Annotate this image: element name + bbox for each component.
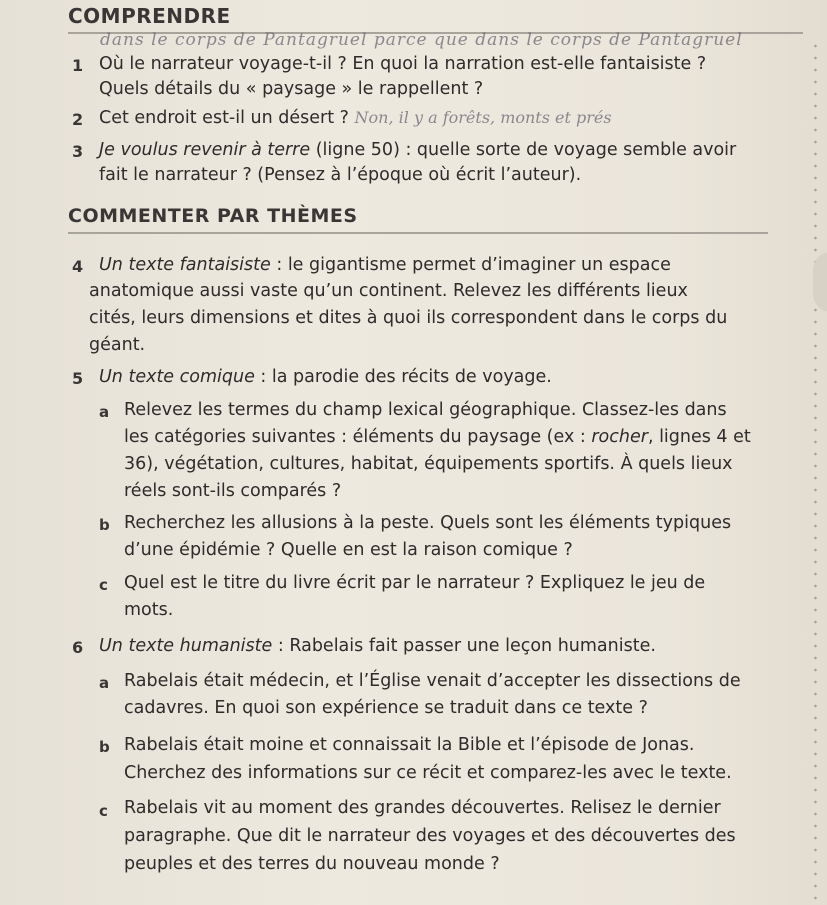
question-1-line-1: Où le narrateur voyage-t-il ? En quoi la narration est-elle fantaisiste ? [99, 54, 707, 74]
question-2-text [99, 107, 612, 129]
question-number-5: 5 [72, 369, 84, 388]
question-number-4: 4 [72, 257, 84, 276]
question-6a-letter: a [99, 674, 110, 692]
question-6c-line-3: peuples et des terres du nouveau monde ? [124, 854, 500, 874]
question-3-line-1-rest: (ligne 50) : quelle sorte de voyage semble avoir [310, 140, 737, 160]
question-5c-line-1: Quel est le titre du livre écrit par le narrateur ? Expliquez le jeu de [124, 573, 706, 593]
question-5a-line-4: réels sont-ils comparés ? [124, 481, 342, 501]
question-6-line-1-rest: : Rabelais fait passer une leçon humaniste. [272, 636, 656, 656]
question-1-line-2: Quels détails du « paysage » le rappellent ? [99, 79, 484, 99]
question-number-2: 2 [72, 110, 84, 129]
section-title-comprendre: COMPRENDRE [68, 4, 231, 28]
question-5a-line-3: 36), végétation, cultures, habitat, équipements sportifs. À quels lieux [124, 454, 733, 474]
question-6-italic: Un texte humaniste [99, 636, 273, 656]
question-4-line-1-rest: : le gigantisme permet d’imaginer un espace [270, 255, 671, 275]
question-5a-line-2-pre: les catégories suivantes : éléments du paysage (ex : [124, 427, 592, 447]
question-3-line-1 [99, 139, 736, 161]
question-4-italic: Un texte fantaisiste [99, 255, 271, 275]
question-3-line-2: fait le narrateur ? (Pensez à l’époque où écrit l’auteur). [99, 165, 582, 185]
question-5a-line-2-italic: rocher [591, 427, 648, 447]
question-6a-line-1: Rabelais était médecin, et l’Église venait d’accepter les dissections de [124, 671, 741, 691]
handwritten-answer-2: Non, il y a forêts, monts et prés [354, 108, 612, 127]
question-number-6: 6 [72, 638, 84, 657]
question-5c-line-2: mots. [124, 600, 174, 620]
question-6c-line-1: Rabelais vit au moment des grandes découvertes. Relisez le dernier [124, 798, 721, 818]
question-6b-line-2: Cherchez des informations sur ce récit et comparez-les avec le texte. [124, 763, 732, 783]
section-divider-2 [68, 232, 768, 234]
section-title-commenter: COMMENTER PAR THÈMES [68, 205, 358, 227]
question-5b-line-2: d’une épidémie ? Quelle en est la raison comique ? [124, 540, 573, 560]
question-5a-line-2 [124, 426, 751, 448]
question-5c-letter: c [99, 576, 108, 594]
question-5a-line-1: Relevez les termes du champ lexical géographique. Classez-les dans [124, 400, 727, 420]
question-4-line-4: géant. [89, 335, 146, 355]
question-number-3: 3 [72, 142, 84, 161]
question-5a-letter: a [99, 403, 110, 421]
question-6b-line-1: Rabelais était moine et connaissait la Bible et l’épisode de Jonas. [124, 735, 695, 755]
margin-dots [814, 40, 817, 900]
question-4-line-1 [99, 254, 671, 276]
question-5a-line-2-post: , lignes 4 et [647, 427, 751, 447]
question-5b-line-1: Recherchez les allusions à la peste. Quels sont les éléments typiques [124, 513, 732, 533]
question-5-line-1 [99, 366, 552, 388]
question-6c-letter: c [99, 802, 108, 820]
question-2-printed: Cet endroit est-il un désert ? [99, 108, 349, 128]
question-4-line-3: cités, leurs dimensions et dites à quoi ils correspondent dans le corps du [89, 308, 728, 328]
page-curl [813, 252, 827, 312]
question-5-italic: Un texte comique [99, 367, 255, 387]
question-6b-letter: b [99, 738, 110, 756]
question-4-line-2: anatomique aussi vaste qu’un continent. Relevez les différents lieux [89, 281, 688, 301]
question-6-line-1 [99, 635, 656, 657]
question-5-line-1-rest: : la parodie des récits de voyage. [254, 367, 552, 387]
question-6a-line-2: cadavres. En quoi son expérience se traduit dans ce texte ? [124, 698, 648, 718]
question-5b-letter: b [99, 516, 110, 534]
handwritten-note-top: dans le corps de Pantagruel parce que dans le corps de Pantagruel [100, 30, 743, 50]
question-number-1: 1 [72, 56, 84, 75]
question-6c-line-2: paragraphe. Que dit le narrateur des voyages et des découvertes des [124, 826, 736, 846]
question-3-italic: Je voulus revenir à terre [99, 140, 311, 160]
